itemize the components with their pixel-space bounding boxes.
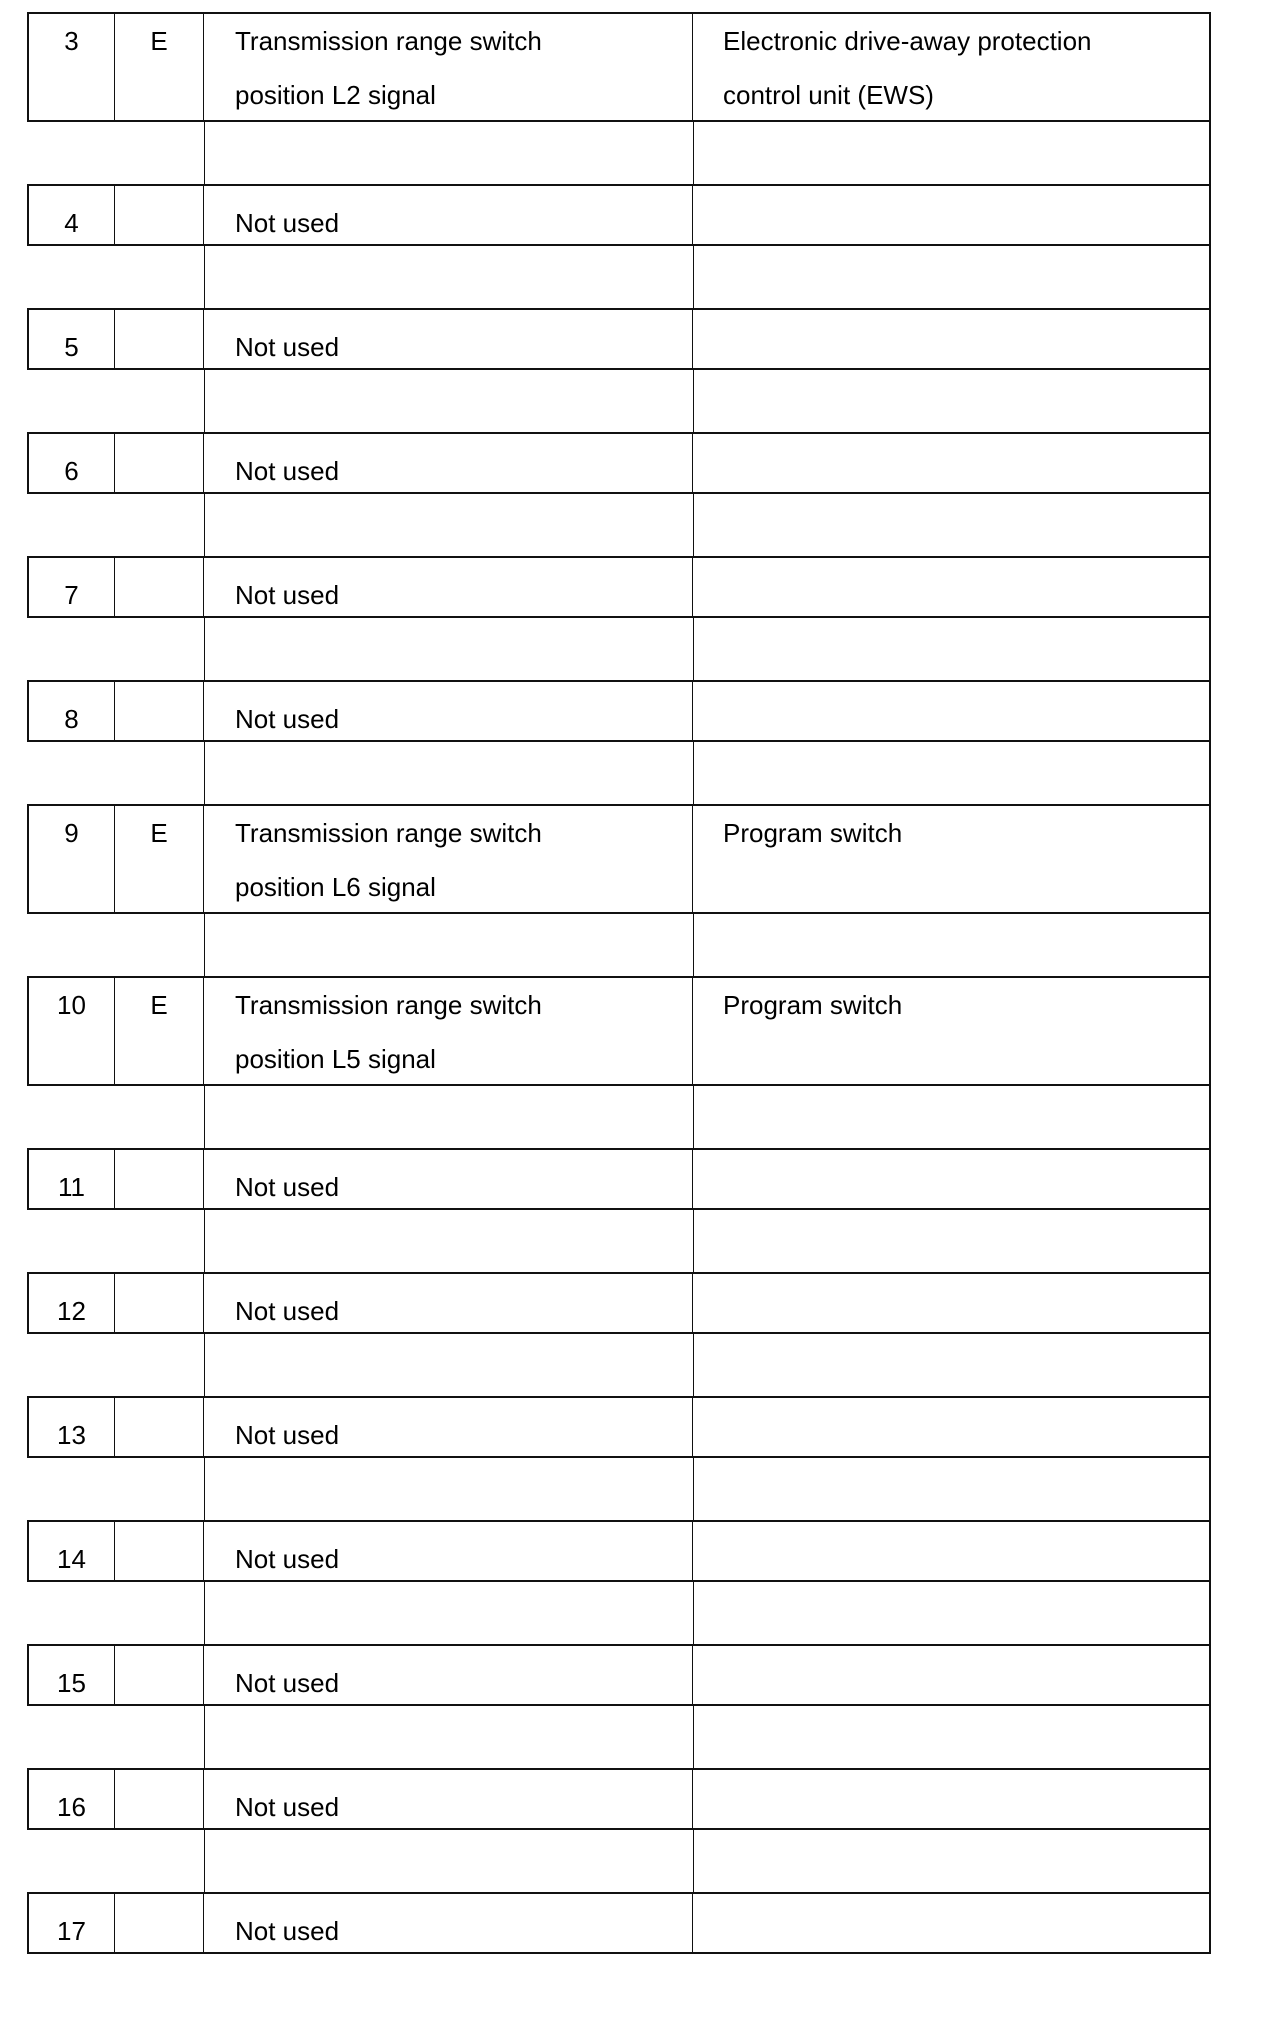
column-divider [1209, 1582, 1211, 1644]
description-cell [204, 12, 693, 122]
connection-cell [693, 1892, 1211, 1954]
description-cell-line: position L2 signal [235, 80, 436, 110]
pin-number-cell: 7 [27, 556, 115, 618]
column-divider [693, 1706, 694, 1768]
column-divider [1209, 1334, 1211, 1396]
column-divider [204, 618, 205, 680]
description-cell-line: Not used [235, 1544, 340, 1574]
column-divider [1209, 1706, 1211, 1768]
column-divider [693, 246, 694, 308]
signal-type-cell: E [115, 976, 204, 1086]
column-divider [1209, 618, 1211, 680]
signal-type-cell: E [115, 804, 204, 914]
description-cell [204, 1644, 693, 1706]
row-spacer [27, 1458, 1211, 1520]
description-cell [204, 1520, 693, 1582]
connection-cell [693, 184, 1211, 246]
row-spacer [27, 914, 1211, 976]
description-cell [204, 1148, 693, 1210]
description-cell-line: Not used [235, 1420, 340, 1450]
column-divider [204, 742, 205, 804]
column-divider [1209, 122, 1211, 184]
description-cell [204, 680, 693, 742]
signal-type-cell [115, 1148, 204, 1210]
signal-type-cell [115, 1520, 204, 1582]
connection-cell [693, 680, 1211, 742]
description-cell-line: Transmission range switch [235, 818, 542, 848]
pin-number-cell: 3 [27, 12, 115, 122]
pin-assignment-table [27, 12, 1211, 1980]
column-divider [693, 370, 694, 432]
pin-number-cell: 12 [27, 1272, 115, 1334]
column-divider [204, 1830, 205, 1892]
description-cell-line: Not used [235, 704, 340, 734]
description-cell [204, 1768, 693, 1830]
connection-cell [693, 1768, 1211, 1830]
column-divider [1209, 1458, 1211, 1520]
connection-cell [693, 556, 1211, 618]
column-divider [1209, 1086, 1211, 1148]
column-divider [204, 1582, 205, 1644]
connection-cell-line: control unit (EWS) [723, 80, 934, 110]
row-spacer [27, 1086, 1211, 1148]
table-row [27, 1892, 1211, 1954]
row-spacer [27, 122, 1211, 184]
column-divider [693, 1210, 694, 1272]
description-cell-line: Not used [235, 580, 340, 610]
pin-number-cell: 17 [27, 1892, 115, 1954]
column-divider [1209, 246, 1211, 308]
description-cell [204, 184, 693, 246]
description-cell-line: position L5 signal [235, 1044, 436, 1074]
column-divider [1209, 494, 1211, 556]
connection-cell [693, 1272, 1211, 1334]
row-spacer [27, 494, 1211, 556]
signal-type-cell [115, 1768, 204, 1830]
description-cell [204, 976, 693, 1086]
connection-cell [693, 1520, 1211, 1582]
row-spacer [27, 1830, 1211, 1892]
row-spacer [27, 1210, 1211, 1272]
column-divider [204, 246, 205, 308]
column-divider [1209, 914, 1211, 976]
signal-type-cell [115, 1396, 204, 1458]
description-cell [204, 308, 693, 370]
description-cell-line: Not used [235, 1668, 340, 1698]
column-divider [204, 1334, 205, 1396]
signal-type-cell [115, 184, 204, 246]
signal-type-cell [115, 1644, 204, 1706]
signal-type-cell: E [115, 12, 204, 122]
pin-number-cell: 13 [27, 1396, 115, 1458]
column-divider [204, 1086, 205, 1148]
row-spacer [27, 742, 1211, 804]
column-divider [204, 122, 205, 184]
row-spacer [27, 370, 1211, 432]
table-row [27, 12, 1211, 122]
description-cell-line: Not used [235, 456, 340, 486]
pin-number-cell: 11 [27, 1148, 115, 1210]
pin-number-cell: 16 [27, 1768, 115, 1830]
pin-number-cell: 5 [27, 308, 115, 370]
signal-type-cell [115, 432, 204, 494]
connection-cell [693, 804, 1211, 914]
table-row [27, 1644, 1211, 1706]
description-cell-line: position L6 signal [235, 872, 436, 902]
description-cell [204, 1396, 693, 1458]
pin-number-cell: 15 [27, 1644, 115, 1706]
description-cell [204, 804, 693, 914]
connection-cell-line: Program switch [723, 818, 903, 848]
connection-cell [693, 12, 1211, 122]
table-row [27, 1768, 1211, 1830]
table-row [27, 1520, 1211, 1582]
row-spacer [27, 1334, 1211, 1396]
column-divider [693, 1582, 694, 1644]
column-divider [204, 1210, 205, 1272]
pin-number-cell: 8 [27, 680, 115, 742]
description-cell-line: Transmission range switch [235, 26, 542, 56]
table-row [27, 1148, 1211, 1210]
pin-number-cell: 9 [27, 804, 115, 914]
column-divider [1209, 1210, 1211, 1272]
column-divider [693, 1458, 694, 1520]
connection-cell-line: Program switch [723, 990, 903, 1020]
row-spacer [27, 246, 1211, 308]
description-cell-line: Not used [235, 1916, 340, 1946]
column-divider [204, 914, 205, 976]
description-cell [204, 432, 693, 494]
description-cell [204, 1272, 693, 1334]
table-row [27, 308, 1211, 370]
column-divider [693, 122, 694, 184]
column-divider [204, 370, 205, 432]
connection-cell [693, 432, 1211, 494]
table-row [27, 1396, 1211, 1458]
table-row [27, 556, 1211, 618]
column-divider [204, 1706, 205, 1768]
pin-number-cell: 10 [27, 976, 115, 1086]
pin-number-cell: 14 [27, 1520, 115, 1582]
connection-cell-line: Electronic drive-away protection [723, 26, 1092, 56]
row-spacer [27, 618, 1211, 680]
signal-type-cell [115, 1892, 204, 1954]
description-cell-line: Not used [235, 332, 340, 362]
column-divider [204, 494, 205, 556]
description-cell-line: Not used [235, 208, 340, 238]
pin-number-cell: 4 [27, 184, 115, 246]
description-cell-line: Not used [235, 1172, 340, 1202]
connection-cell [693, 1396, 1211, 1458]
table-row [27, 680, 1211, 742]
description-cell [204, 1892, 693, 1954]
signal-type-cell [115, 680, 204, 742]
column-divider [1209, 1830, 1211, 1892]
connection-cell [693, 976, 1211, 1086]
connection-cell [693, 1644, 1211, 1706]
column-divider [693, 1334, 694, 1396]
table-row [27, 804, 1211, 914]
column-divider [693, 618, 694, 680]
table-row [27, 184, 1211, 246]
column-divider [693, 494, 694, 556]
column-divider [693, 914, 694, 976]
description-cell-line: Not used [235, 1296, 340, 1326]
row-spacer [27, 1706, 1211, 1768]
table-row [27, 976, 1211, 1086]
signal-type-cell [115, 556, 204, 618]
column-divider [1209, 370, 1211, 432]
connection-cell [693, 308, 1211, 370]
signal-type-cell [115, 1272, 204, 1334]
column-divider [204, 1458, 205, 1520]
column-divider [693, 1086, 694, 1148]
description-cell-line: Transmission range switch [235, 990, 542, 1020]
column-divider [693, 1830, 694, 1892]
signal-type-cell [115, 308, 204, 370]
row-spacer [27, 1582, 1211, 1644]
table-row [27, 432, 1211, 494]
table-row [27, 1272, 1211, 1334]
description-cell-line: Not used [235, 1792, 340, 1822]
pin-number-cell: 6 [27, 432, 115, 494]
description-cell [204, 556, 693, 618]
connection-cell [693, 1148, 1211, 1210]
column-divider [693, 742, 694, 804]
column-divider [1209, 742, 1211, 804]
